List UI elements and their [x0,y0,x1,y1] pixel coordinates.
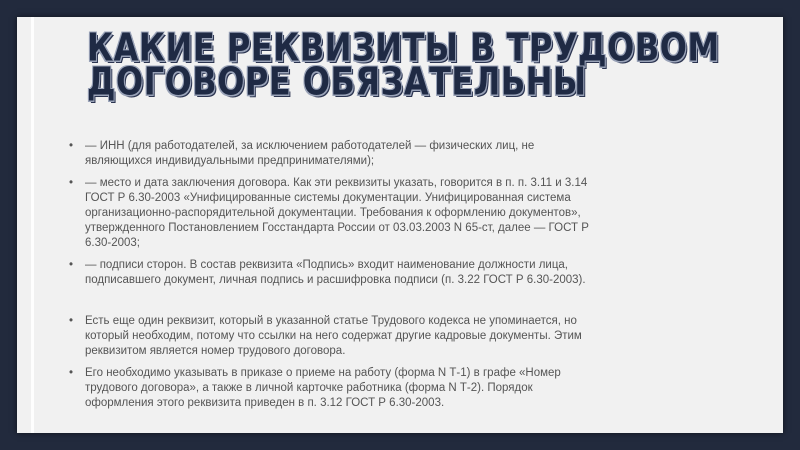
list-item-text: Есть еще один реквизит, который в указанной статье Трудового кодекса не упоминается, но который необходим, потому что ссылки на него содержат другие кадровые документы. Этим реквизитом является номер трудового договора. [85,315,582,357]
slide-title-line-1: КАКИЕ РЕКВИЗИТЫ В ТРУДОВОМ [87,24,720,71]
list-item-text: — подписи сторон. В состав реквизита «Подпись» входит наименование должности лица, подписавшего документ, личная подпись и расшифровка подписи (п. 3.22 ГОСТ Р 6.30-2003). [85,259,586,286]
list-item [69,314,589,359]
list-item-text: — место и дата заключения договора. Как эти реквизиты указать, говорится в п. п. 3.11 и 3.14 ГОСТ Р 6.30-2003 «Унифицированные системы документации. Унифицированная система организационно-распорядительной документации. Требования к оформлению документов», утвержденного Постановлением Госстандарта России от 03.03.2003 N 65-ст, далее — ГОСТ Р 6.30-2003; [85,177,589,249]
bullet-icon: • [69,177,74,189]
bullet-icon: • [69,315,74,327]
list-item [69,258,589,288]
list-item [69,139,589,169]
list-item [69,366,589,411]
slide-title-line-2: ДОГОВОРЕ ОБЯЗАТЕЛЬНЫ [87,58,587,105]
bullet-list [69,139,589,418]
frame-line [31,17,34,433]
bullet-icon: • [69,259,74,271]
slide-title [87,24,720,105]
list-item-text: — ИНН (для работодателей, за исключением работодателей — физических лиц, не являющихся индивидуальными предпринимателями); [85,140,535,167]
list-item [69,176,589,251]
list-item-text: Его необходимо указывать в приказе о приеме на работу (форма N Т-1) в графе «Номер трудового договора», а также в личной карточке работника (форма N Т-2). Порядок оформления этого реквизита приведен в п. 3.12 ГОСТ Р 6.30-2003. [85,367,561,409]
bullet-icon: • [69,367,74,379]
bullet-icon: • [69,140,74,152]
slide [17,17,783,433]
